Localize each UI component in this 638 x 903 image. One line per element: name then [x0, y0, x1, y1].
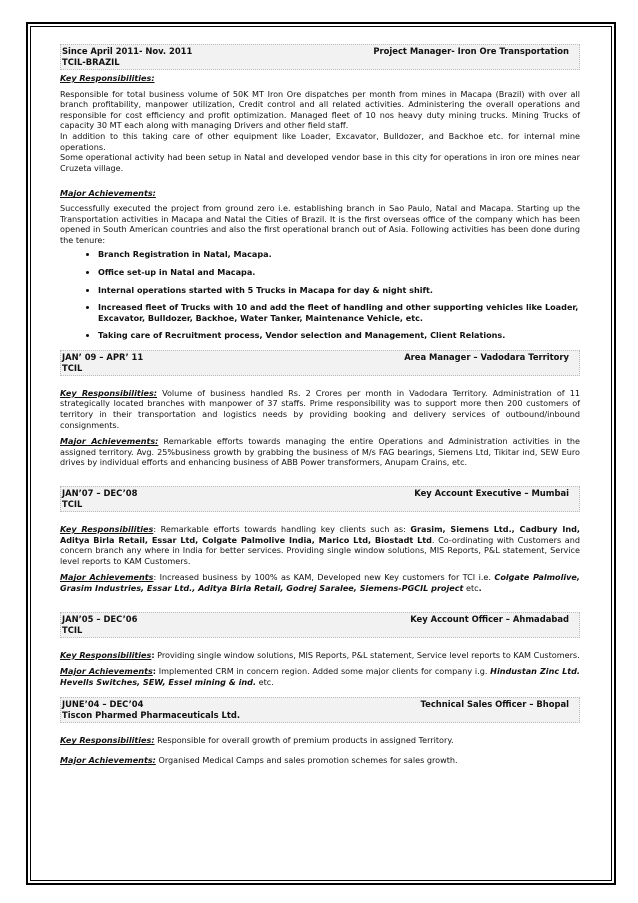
paragraph-text: etc. [256, 676, 274, 687]
job-header-5 [60, 697, 580, 723]
job-header-2 [60, 350, 580, 376]
paragraph [60, 388, 580, 430]
paragraph [60, 572, 580, 593]
section-heading: Key Responsibilities [60, 524, 154, 535]
job-company: TCIL [62, 624, 83, 635]
job-title: Project Manager- Iron Ore Transportation [373, 46, 569, 56]
paragraph-text: Remarkable efforts towards managing the entire Operations and Administration activities in the assigned territory. Avg. 25%business growth by grabbing the business of M/s FAG bearings, Siemens Ltd, Tikitar ind, SEW Euro drives by individual efforts and enhancing business of ABB Power transformers, Anupam Crains, etc. [60, 436, 580, 468]
job-period: JAN’07 – DEC’08 [62, 488, 138, 499]
job-title: Key Account Officer – Ahmadabad [410, 613, 569, 624]
job-title: Key Account Executive – Mumbai [414, 488, 569, 499]
paragraph-text: Responsible for overall growth of premium products in assigned Territory. [154, 735, 454, 746]
list-item: • Internal operations started with 5 Trucks in Macapa for day & night shift. [98, 285, 580, 296]
job-header-4 [60, 612, 580, 638]
paragraph [60, 524, 580, 566]
section-heading: Major Achievements: [60, 754, 156, 765]
section-heading: Major Achievements: [60, 188, 156, 199]
paragraph [60, 755, 580, 766]
client-list: Grasim, Siemens Ltd., Cadbury Ind, Aditya Birla Retail, Essar Ltd, Colgate Palmolive India, Marico Ltd, Biostadt Ltd [60, 524, 581, 545]
paragraph-text: : Increased business by 100% as KAM, Developed new Key customers for TCI i.e. [153, 572, 495, 583]
job-period: JAN’ 09 – APR’ 11 [62, 351, 144, 362]
list-item: • Taking care of Recruitment process, Vendor selection and Management, Client Relations. [98, 330, 580, 341]
paragraph [60, 666, 580, 687]
list-item: • Increased fleet of Trucks with 10 and add the fleet of handling and other supporting vehicles like Loader, Excavator, Bulldozer, Backhoe, Water Tanker, Maintenance Vehicle, etc. [98, 302, 580, 323]
job-company: TCIL [62, 362, 83, 373]
section-heading: Key Responsibilities: [60, 73, 155, 83]
section-heading: Key Responsibilities: [60, 735, 155, 746]
job-period: JAN’05 – DEC’06 [62, 613, 138, 624]
list-item: • Branch Registration in Natal, Macapa. [98, 249, 580, 260]
section-heading: Major Achievements: [60, 436, 159, 447]
resume-content [60, 44, 580, 766]
section-heading: Major Achievements [60, 666, 153, 677]
job-title: Technical Sales Officer – Bhopal [420, 699, 569, 710]
client-list: Colgate Palmolive, Grasim Industries, Essar Ltd., Aditya Birla Retail, Godrej Saralee, Siemens-PGCIL project [60, 572, 580, 593]
job-period: Since April 2011- Nov. 2011 [62, 46, 193, 56]
paragraph-text: Providing single window solutions, MIS Reports, P&L statement, Service level reports to KAM Customers. [154, 649, 580, 660]
paragraph-text: : Remarkable efforts towards handling key clients such as: [153, 524, 411, 535]
paragraph: Responsible for total business volume of 50K MT Iron Ore dispatches per month from mines in Macapa (Brazil) with over all branch profitability, manpower utilization, Credit control and all related activities. Administering the overall operations and responsible for cost efficiency and profit optimization. Managed fleet of 10 nos heavy duty mining trucks. Mining Trucks of capacity 30 MT each along with managing Drivers and other field staff. [60, 88, 580, 131]
job-company: Tiscon Pharmed Pharmaceuticals Ltd. [62, 710, 241, 721]
client-list: Hindustan Zinc Ltd. Hevells Switches, SEW, Essel mining & ind. [60, 666, 580, 687]
paragraph-text: . Co-ordinating with Customers and concern branch any where in India for better services. Providing single window solutions, MIS Reports, P&L statement, Service level reports to KAM Customers. [60, 534, 580, 566]
section-heading: Key Responsibilities [60, 649, 152, 660]
paragraph: Successfully executed the project from ground zero i.e. establishing branch in Sao Paulo, Natal and Macapa. Starting up the Transportation activities in Macapa and Natal the Cities of Brazil. It is the first overseas office of the company which has been opened in South American countries and also the first operational branch out of Asia. Following activities has been done during the tenure: [60, 202, 580, 245]
job-period: JUNE’04 – DEC’04 [62, 699, 144, 710]
paragraph-text: : [152, 666, 157, 677]
paragraph [60, 735, 580, 746]
job-header-3 [60, 486, 580, 512]
job-company: TCIL [62, 499, 83, 510]
paragraph-text: Volume of business handled Rs. 2 Crores per month in Vadodara Territory. Administration of 11 strategically located branches with manpower of 37 staffs. Prime responsibility was to support more then 200 customers of territory in their transportation and logistics needs by providing booking and delivery services of outbound/inbound consignments. [60, 387, 580, 430]
paragraph: Some operational activity had been setup in Natal and developed vendor base in this city for operations in iron ore mines near Cruzeta village. [60, 152, 580, 173]
list-item: • Office set-up in Natal and Macapa. [98, 267, 580, 278]
job-title: Area Manager – Vadodara Territory [404, 351, 569, 362]
paragraph [60, 650, 580, 661]
bullet-list [60, 249, 580, 341]
job-header-1 [60, 44, 580, 70]
paragraph-text: etc [463, 583, 479, 593]
job-company: TCIL-BRAZIL [62, 57, 120, 67]
section-heading: Major Achievements [60, 572, 154, 583]
paragraph: In addition to this taking care of other equipment like Loader, Excavator, Bulldozer, and Backhoe etc. for internal mine operations. [60, 130, 580, 152]
section-heading: Key Responsibilities: [60, 387, 158, 398]
paragraph-text: Organised Medical Camps and sales promotion schemes for sales growth. [155, 754, 458, 765]
paragraph [60, 436, 580, 468]
paragraph-text: Implemented CRM in concern region. Added some major clients for company i.g. [156, 666, 491, 677]
paragraph-text: . [478, 583, 482, 593]
paragraph-text: : [151, 649, 155, 660]
